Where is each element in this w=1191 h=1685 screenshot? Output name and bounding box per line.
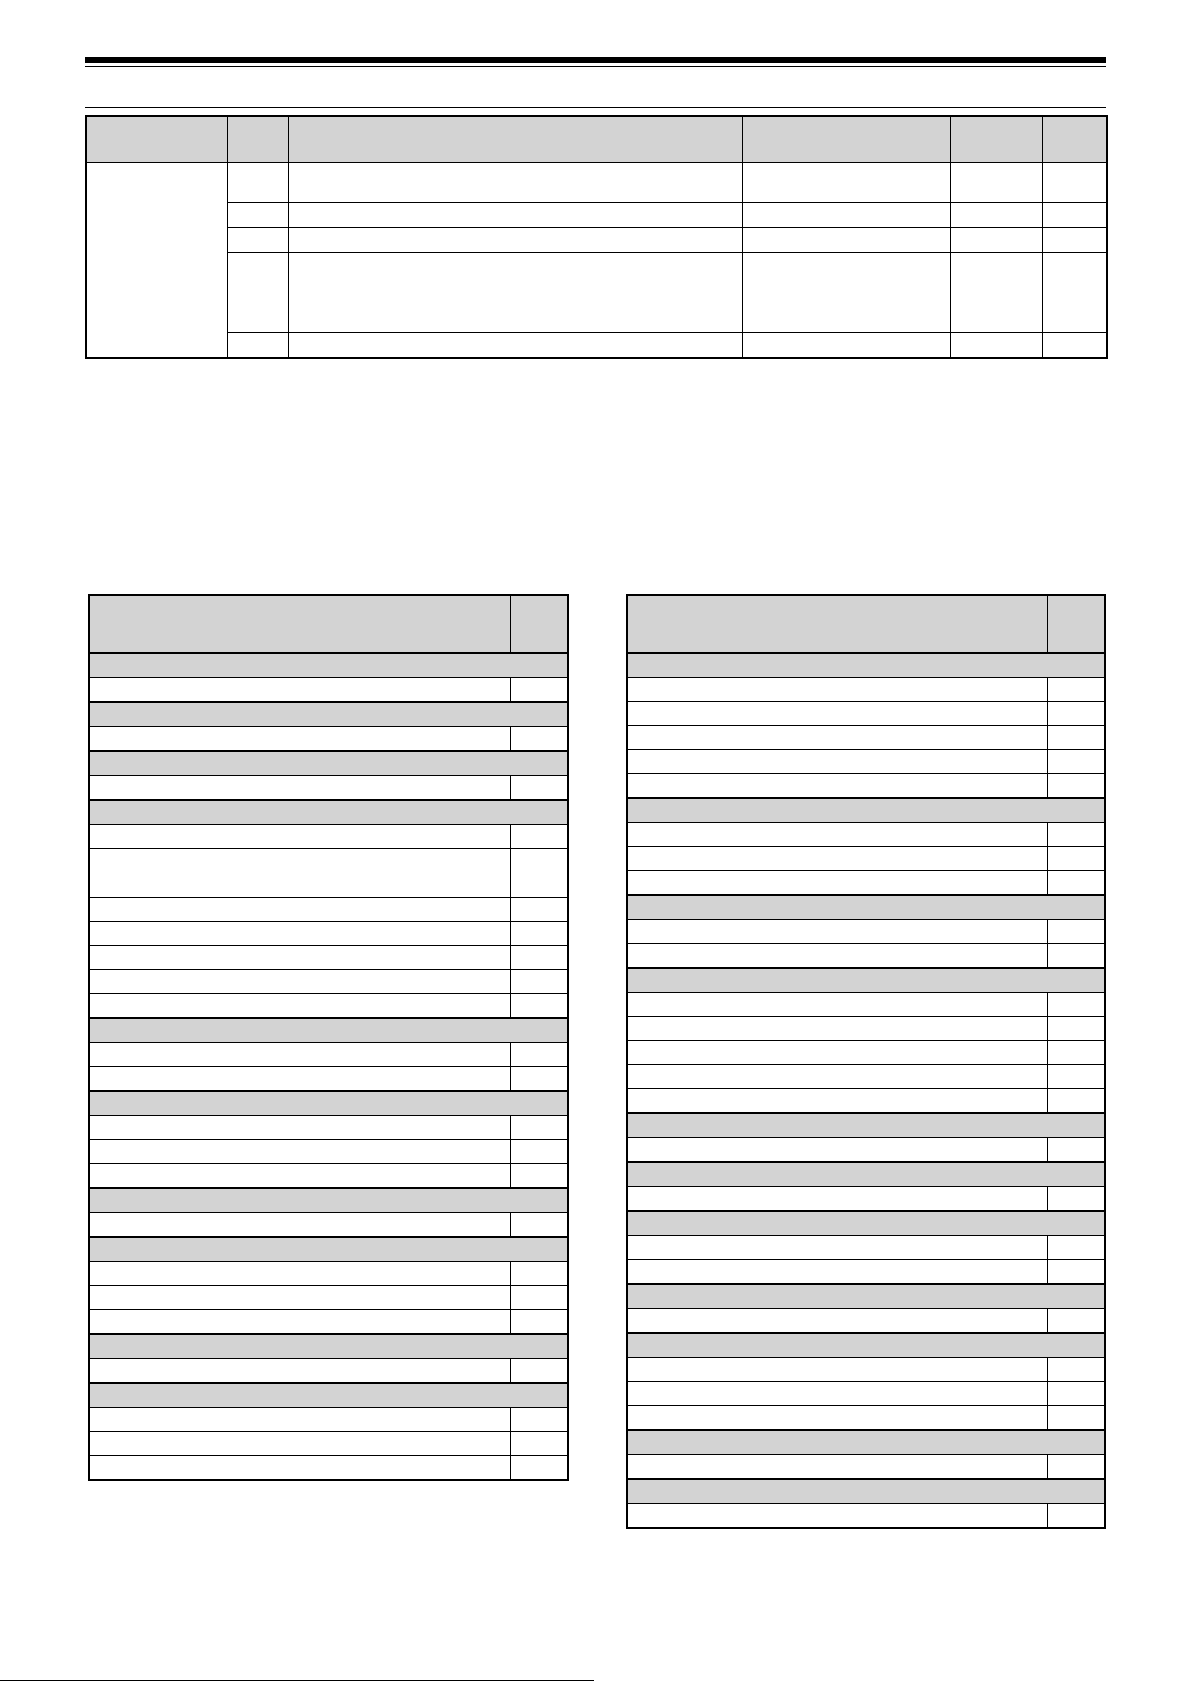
- spec-cell: [742, 333, 950, 358]
- index-label: [89, 1310, 510, 1335]
- spec-cell: [227, 253, 288, 333]
- index-label: [627, 1382, 1047, 1406]
- section-title: [627, 798, 1105, 823]
- spec-cell: [227, 228, 288, 253]
- index-row: [89, 1043, 568, 1067]
- section-title: [627, 895, 1105, 920]
- index-page: [510, 727, 568, 752]
- index-label: [89, 1456, 510, 1481]
- index-label: [627, 944, 1047, 969]
- section-title: [627, 968, 1105, 993]
- index-label: [89, 1359, 510, 1384]
- index-page: [1047, 1236, 1105, 1260]
- index-row: [627, 1017, 1105, 1041]
- index-page: [1047, 1138, 1105, 1163]
- section-title: [627, 1430, 1105, 1455]
- index-right-header-cell: [1047, 595, 1105, 653]
- index-label: [627, 1089, 1047, 1114]
- index-row: [89, 898, 568, 922]
- index-label: [627, 1017, 1047, 1041]
- index-row: [89, 1310, 568, 1335]
- section-row: [89, 1237, 568, 1262]
- spec-header-cell: [742, 116, 950, 163]
- index-label: [89, 1262, 510, 1286]
- index-row: [89, 1213, 568, 1238]
- index-page: [510, 678, 568, 703]
- section-title: [627, 1333, 1105, 1358]
- index-row: [89, 994, 568, 1019]
- section-title: [89, 1018, 568, 1043]
- index-page: [510, 1432, 568, 1456]
- index-label: [89, 898, 510, 922]
- header-rule-thick: [85, 57, 1106, 63]
- spec-cell: [742, 163, 950, 203]
- index-page: [510, 1164, 568, 1189]
- index-table-left: [88, 594, 569, 1481]
- section-row: [627, 1479, 1105, 1504]
- index-row: [627, 1455, 1105, 1480]
- index-label: [89, 1408, 510, 1432]
- index-label: [627, 1260, 1047, 1285]
- spec-header-cell: [86, 116, 227, 163]
- header-rule-thin: [85, 66, 1106, 67]
- index-page: [510, 946, 568, 970]
- index-row: [627, 920, 1105, 944]
- index-page: [510, 1213, 568, 1238]
- index-page: [1047, 1260, 1105, 1285]
- index-label: [89, 1140, 510, 1164]
- index-label: [627, 1138, 1047, 1163]
- section-title: [627, 1113, 1105, 1138]
- index-row: [89, 1140, 568, 1164]
- index-page: [510, 1456, 568, 1481]
- index-table-right-body: [627, 653, 1105, 1528]
- index-label: [627, 823, 1047, 847]
- spec-cell: [950, 163, 1042, 203]
- index-row: [627, 750, 1105, 774]
- index-label: [627, 1065, 1047, 1089]
- index-page: [510, 825, 568, 849]
- index-row: [627, 774, 1105, 799]
- spec-row: [86, 203, 1107, 228]
- section-title: [89, 1091, 568, 1116]
- index-page: [1047, 1382, 1105, 1406]
- spec-cell: [1042, 333, 1107, 358]
- index-page: [1047, 678, 1105, 702]
- index-label: [627, 1504, 1047, 1529]
- spec-cell: [227, 163, 288, 203]
- index-label: [627, 847, 1047, 871]
- index-label: [627, 871, 1047, 896]
- spec-cell: [950, 253, 1042, 333]
- spec-cell: [1042, 253, 1107, 333]
- index-row: [89, 970, 568, 994]
- spec-table: [85, 115, 1108, 359]
- index-table-right-header: [627, 595, 1105, 653]
- spec-cell: [742, 228, 950, 253]
- index-page: [1047, 1358, 1105, 1382]
- index-page: [1047, 750, 1105, 774]
- index-row: [627, 1406, 1105, 1431]
- spec-cell: [227, 203, 288, 228]
- index-page: [1047, 1041, 1105, 1065]
- index-row: [627, 726, 1105, 750]
- index-row: [89, 1116, 568, 1140]
- index-row: [627, 1065, 1105, 1089]
- section-row: [89, 653, 568, 678]
- spec-cell: [950, 203, 1042, 228]
- index-page: [510, 1359, 568, 1384]
- section-rule: [85, 107, 1106, 108]
- spec-row: [86, 253, 1107, 333]
- index-page: [510, 1286, 568, 1310]
- index-row: [89, 946, 568, 970]
- index-row: [627, 993, 1105, 1017]
- section-title: [89, 800, 568, 825]
- index-row: [627, 1309, 1105, 1334]
- index-label: [627, 1455, 1047, 1480]
- index-page: [510, 994, 568, 1019]
- spec-table-body: [86, 163, 1107, 358]
- index-page: [1047, 1455, 1105, 1480]
- index-page: [1047, 702, 1105, 726]
- index-page: [510, 922, 568, 946]
- section-title: [89, 653, 568, 678]
- index-label: [89, 825, 510, 849]
- section-title: [89, 1237, 568, 1262]
- section-title: [627, 1211, 1105, 1236]
- index-label: [89, 946, 510, 970]
- index-page: [510, 898, 568, 922]
- index-table-left-header: [89, 595, 568, 653]
- index-row: [627, 1089, 1105, 1114]
- spec-cell: [950, 333, 1042, 358]
- index-row: [627, 847, 1105, 871]
- index-label: [89, 1043, 510, 1067]
- index-row: [89, 776, 568, 801]
- index-row: [89, 1286, 568, 1310]
- index-label: [89, 922, 510, 946]
- footer-rule: [0, 1680, 594, 1681]
- index-row: [627, 1260, 1105, 1285]
- section-row: [627, 1284, 1105, 1309]
- index-label: [627, 1236, 1047, 1260]
- spec-cell: [1042, 228, 1107, 253]
- index-page: [1047, 871, 1105, 896]
- index-row: [89, 678, 568, 703]
- index-label: [627, 774, 1047, 799]
- index-left-header-cell: [510, 595, 568, 653]
- spec-cell: [288, 333, 742, 358]
- index-row: [627, 823, 1105, 847]
- index-page: [1047, 774, 1105, 799]
- index-label: [89, 1286, 510, 1310]
- section-row: [627, 968, 1105, 993]
- spec-row: [86, 228, 1107, 253]
- index-label: [89, 849, 510, 898]
- section-title: [627, 1479, 1105, 1504]
- spec-cell: [288, 163, 742, 203]
- index-label: [89, 678, 510, 703]
- spec-cell: [1042, 163, 1107, 203]
- index-row: [627, 678, 1105, 702]
- index-row: [627, 702, 1105, 726]
- index-row: [627, 1187, 1105, 1212]
- index-page: [1047, 823, 1105, 847]
- index-page: [1047, 1406, 1105, 1431]
- index-row: [89, 922, 568, 946]
- index-row: [89, 1164, 568, 1189]
- spec-header-cell: [1042, 116, 1107, 163]
- spec-group-label: [86, 163, 227, 358]
- index-label: [627, 993, 1047, 1017]
- index-label: [89, 776, 510, 801]
- index-page: [510, 1067, 568, 1092]
- spec-cell: [742, 253, 950, 333]
- section-row: [89, 1018, 568, 1043]
- spec-header-cell: [288, 116, 742, 163]
- section-row: [627, 1113, 1105, 1138]
- index-row: [89, 1432, 568, 1456]
- section-row: [627, 895, 1105, 920]
- index-row: [89, 1067, 568, 1092]
- index-row: [627, 1236, 1105, 1260]
- spec-header-cell: [227, 116, 288, 163]
- section-title: [89, 1188, 568, 1213]
- section-row: [89, 751, 568, 776]
- index-row: [89, 1359, 568, 1384]
- index-label: [627, 1309, 1047, 1334]
- section-row: [89, 800, 568, 825]
- section-row: [627, 1333, 1105, 1358]
- index-label: [627, 726, 1047, 750]
- index-label: [89, 1164, 510, 1189]
- section-row: [627, 1211, 1105, 1236]
- spec-cell: [742, 203, 950, 228]
- spec-cell: [288, 228, 742, 253]
- section-row: [627, 1162, 1105, 1187]
- spec-table-header: [86, 116, 1107, 163]
- spec-header-cell: [950, 116, 1042, 163]
- index-row: [627, 871, 1105, 896]
- index-row: [89, 849, 568, 898]
- spec-cell: [1042, 203, 1107, 228]
- index-row: [627, 1504, 1105, 1529]
- section-row: [89, 702, 568, 727]
- index-label: [627, 1041, 1047, 1065]
- index-page: [510, 1140, 568, 1164]
- index-page: [510, 1262, 568, 1286]
- index-page: [510, 970, 568, 994]
- index-label: [89, 970, 510, 994]
- index-right-header-cell: [627, 595, 1047, 653]
- section-row: [89, 1383, 568, 1408]
- section-title: [89, 702, 568, 727]
- section-title: [627, 1162, 1105, 1187]
- index-row: [89, 727, 568, 752]
- index-page: [1047, 920, 1105, 944]
- index-row: [627, 1041, 1105, 1065]
- index-row: [89, 1408, 568, 1432]
- section-title: [627, 1284, 1105, 1309]
- index-page: [510, 1310, 568, 1335]
- index-row: [627, 944, 1105, 969]
- index-page: [510, 1116, 568, 1140]
- index-page: [1047, 847, 1105, 871]
- index-label: [627, 678, 1047, 702]
- index-label: [627, 702, 1047, 726]
- index-page: [510, 1043, 568, 1067]
- index-row: [627, 1138, 1105, 1163]
- spec-cell: [950, 228, 1042, 253]
- spec-cell: [227, 333, 288, 358]
- index-page: [1047, 1309, 1105, 1334]
- section-row: [627, 653, 1105, 678]
- section-title: [89, 1334, 568, 1359]
- section-row: [89, 1334, 568, 1359]
- index-page: [1047, 1017, 1105, 1041]
- index-label: [89, 1432, 510, 1456]
- index-page: [510, 849, 568, 898]
- section-row: [89, 1188, 568, 1213]
- section-title: [89, 751, 568, 776]
- index-label: [627, 920, 1047, 944]
- index-row: [627, 1382, 1105, 1406]
- index-table-left-body: [89, 653, 568, 1480]
- index-left-header-cell: [89, 595, 510, 653]
- spec-cell: [288, 203, 742, 228]
- index-label: [89, 1213, 510, 1238]
- section-row: [89, 1091, 568, 1116]
- index-label: [627, 1358, 1047, 1382]
- index-row: [627, 1358, 1105, 1382]
- index-row: [89, 1456, 568, 1481]
- index-label: [89, 1067, 510, 1092]
- index-row: [89, 825, 568, 849]
- index-page: [1047, 1187, 1105, 1212]
- index-label: [89, 727, 510, 752]
- index-label: [627, 1187, 1047, 1212]
- index-page: [1047, 944, 1105, 969]
- index-label: [89, 1116, 510, 1140]
- index-page: [510, 1408, 568, 1432]
- index-row: [89, 1262, 568, 1286]
- index-page: [1047, 993, 1105, 1017]
- index-label: [89, 994, 510, 1019]
- section-row: [627, 798, 1105, 823]
- index-page: [1047, 1089, 1105, 1114]
- index-table-right: [626, 594, 1106, 1529]
- index-page: [1047, 1504, 1105, 1529]
- index-label: [627, 750, 1047, 774]
- section-title: [627, 653, 1105, 678]
- index-label: [627, 1406, 1047, 1431]
- spec-row: [86, 333, 1107, 358]
- index-page: [1047, 726, 1105, 750]
- section-title: [89, 1383, 568, 1408]
- spec-cell: [288, 253, 742, 333]
- spec-row: [86, 163, 1107, 203]
- index-page: [510, 776, 568, 801]
- section-row: [627, 1430, 1105, 1455]
- index-page: [1047, 1065, 1105, 1089]
